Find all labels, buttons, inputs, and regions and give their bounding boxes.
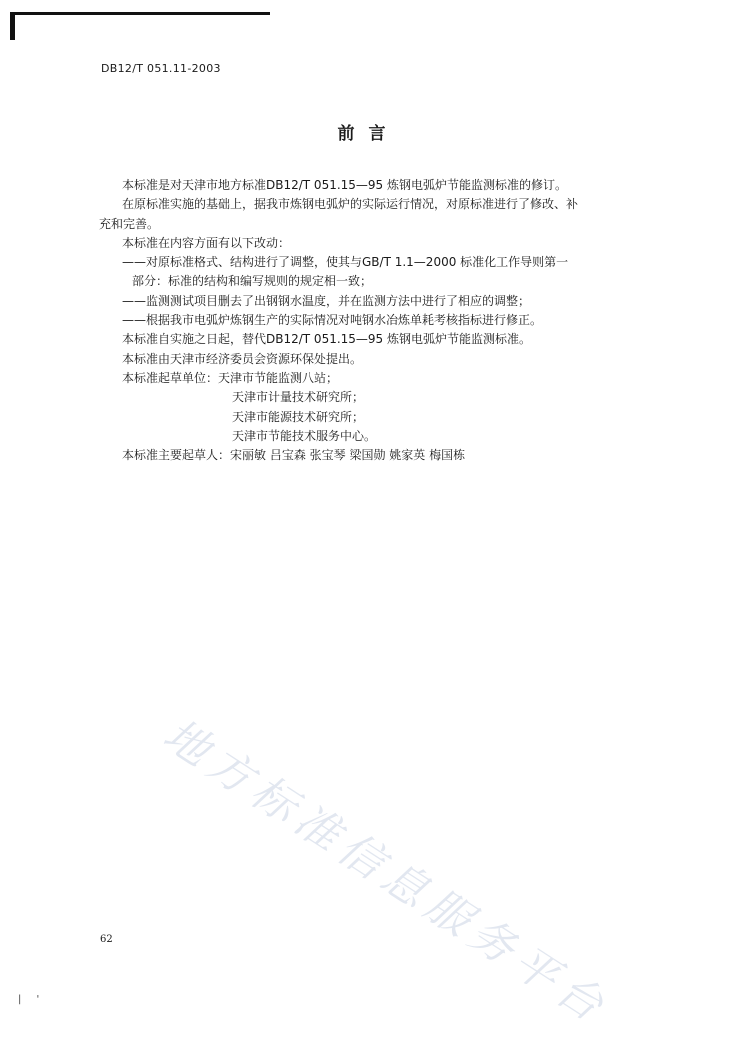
paragraph-line: 本标准起草单位：天津市节能监测八站；	[122, 370, 339, 385]
paragraph-line: 本标准自实施之日起，替代DB12/T 051.15—95 炼钢电弧炉节能监测标准。	[122, 332, 532, 347]
list-item-continuation: 部分：标准的结构和编写规则的规定相一致；	[132, 274, 373, 289]
scan-tick-marks: | '	[18, 994, 46, 1005]
paragraph-line: 本标准主要起草人：宋丽敏 吕宝森 张宝琴 梁国勋 姚家英 梅国栋	[122, 448, 466, 463]
paragraph-line: 在原标准实施的基础上，据我市炼钢电弧炉的实际运行情况，对原标准进行了修改、补	[122, 197, 579, 212]
list-item-line: ——对原标准格式、结构进行了调整，使其与GB/T 1.1—2000 标准化工作导则第一	[122, 255, 569, 270]
corner-crop-mark-horizontal	[10, 12, 270, 15]
paragraph-line: 本标准由天津市经济委员会资源环保处提出。	[122, 351, 363, 366]
document-code: DB12/T 051.11-2003	[101, 62, 221, 75]
drafting-unit: 天津市能源技术研究所；	[232, 409, 365, 424]
drafting-unit: 天津市计量技术研究所；	[232, 390, 365, 405]
paragraph-line: 本标准在内容方面有以下改动：	[122, 235, 291, 250]
foreword-body	[99, 176, 682, 465]
list-item-line: ——监测测试项目删去了出钢钢水温度，并在监测方法中进行了相应的调整；	[122, 293, 531, 308]
list-item-line: ——根据我市电弧炉炼钢生产的实际情况对吨钢水冶炼单耗考核指标进行修正。	[122, 313, 543, 328]
page-title: 前言	[337, 124, 400, 144]
paragraph-line: 本标准是对天津市地方标准DB12/T 051.15—95 炼钢电弧炉节能监测标准的修订。	[122, 178, 568, 192]
watermark: 地方标准信息服务平台	[154, 709, 619, 1036]
corner-crop-mark-vertical	[10, 12, 15, 40]
page-number: 62	[100, 934, 113, 945]
drafting-unit: 天津市节能技术服务中心。	[232, 428, 377, 443]
paragraph-line: 充和完善。	[99, 216, 160, 231]
